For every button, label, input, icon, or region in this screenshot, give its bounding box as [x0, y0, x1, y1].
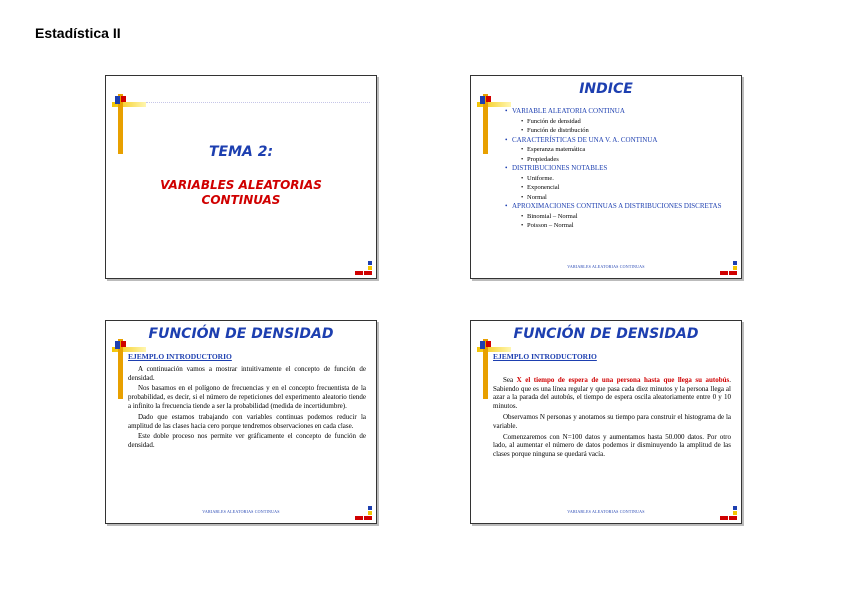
slide-body [493, 353, 731, 461]
subtitle-line-2: CONTINUAS [201, 193, 281, 207]
paragraph: Dado que estamos trabajando con variables continuas podemos reducir la amplitud de las clases hacia cero porque tendremos observaciones en cada clase. [128, 412, 366, 430]
slide-title: TEMA 2: [208, 144, 274, 160]
paragraph: Nos basamos en el polígono de frecuencias y en el concepto frecuentista de la probabilidad, es decir, si el número de repeticiones del experimento aleatorio tiende a infinito la frecuencia tiende a ser la probabilidad (medida de incertidumbre). [128, 384, 366, 410]
slide-body [128, 353, 366, 452]
slide-title: FUNCIÓN DE DENSIDAD [513, 326, 699, 342]
section-subheading: EJEMPLO INTRODUCTORIO [493, 352, 597, 361]
paragraph [493, 376, 731, 411]
corner-decoration [350, 261, 372, 275]
index-item: • APROXIMACIONES CONTINUAS A DISTRIBUCIONES DISCRETAS [505, 202, 725, 212]
slide-footer: VARIABLES ALEATORIAS CONTINUAS [202, 509, 280, 514]
section-subheading: EJEMPLO INTRODUCTORIO [128, 352, 232, 361]
index-subitem: • Función de densidad [505, 117, 725, 127]
paragraph: Comenzaremos con N=100 datos y aumentamos hasta 50.000 datos. Por otro lado, al aumentar el número de datos podemos ir disminuyendo la amplitud de las clases porque ninguna se quedará vacía. [493, 432, 731, 459]
index-list [505, 107, 725, 231]
highlighted-definition: X el tiempo de espera de una persona hasta que llega su autobús [516, 375, 730, 384]
text-rest: . Sabiendo que es una línea regular y que pasa cada diez minutos y la persona llega al azar a la parada del autobús, el tiempo de espera oscila aleatoriamente entre 0 y 10 minutos. [493, 375, 732, 411]
slide-4-density-example [470, 320, 742, 524]
index-subitem: • Normal [505, 193, 725, 203]
index-item: • VARIABLE ALEATORIA CONTINUA [505, 107, 725, 117]
index-subitem: • Propiedades [505, 155, 725, 165]
index-item: • CARACTERÍSTICAS DE UNA V. A. CONTINUA [505, 136, 725, 146]
corner-decoration [715, 261, 737, 275]
index-subitem: • Binomial – Normal [505, 212, 725, 222]
index-subitem: • Uniforme. [505, 174, 725, 184]
index-subitem: • Función de distribución [505, 126, 725, 136]
corner-decoration [350, 506, 372, 520]
slide-title: INDICE [579, 81, 633, 97]
slide-footer: VARIABLES ALEATORIAS CONTINUAS [567, 264, 645, 269]
index-item: • DISTRIBUCIONES NOTABLES [505, 164, 725, 174]
index-subitem: • Exponencial [505, 183, 725, 193]
index-subitem: • Esperanza matemática [505, 145, 725, 155]
slide-2-index [470, 75, 742, 279]
slide-3-density [105, 320, 377, 524]
slide-1-title [105, 75, 377, 279]
text-lead: Sea [503, 375, 517, 384]
slide-title: FUNCIÓN DE DENSIDAD [148, 326, 334, 342]
paragraph: A continuación vamos a mostrar intuitivamente el concepto de función de densidad. [128, 364, 366, 382]
paragraph: Este doble proceso nos permite ver gráficamente el concepto de función de densidad. [128, 432, 366, 450]
subtitle-line-1: VARIABLES ALEATORIAS [160, 178, 322, 192]
paragraph: Observamos N personas y anotamos su tiempo para construir el histograma de la variable. [493, 412, 731, 430]
divider [146, 102, 370, 103]
index-subitem: • Poisson – Normal [505, 221, 725, 231]
corner-decoration [715, 506, 737, 520]
slide-subtitle [106, 178, 376, 208]
document-header-title: Estadística II [35, 25, 121, 41]
slide-footer: VARIABLES ALEATORIAS CONTINUAS [567, 509, 645, 514]
